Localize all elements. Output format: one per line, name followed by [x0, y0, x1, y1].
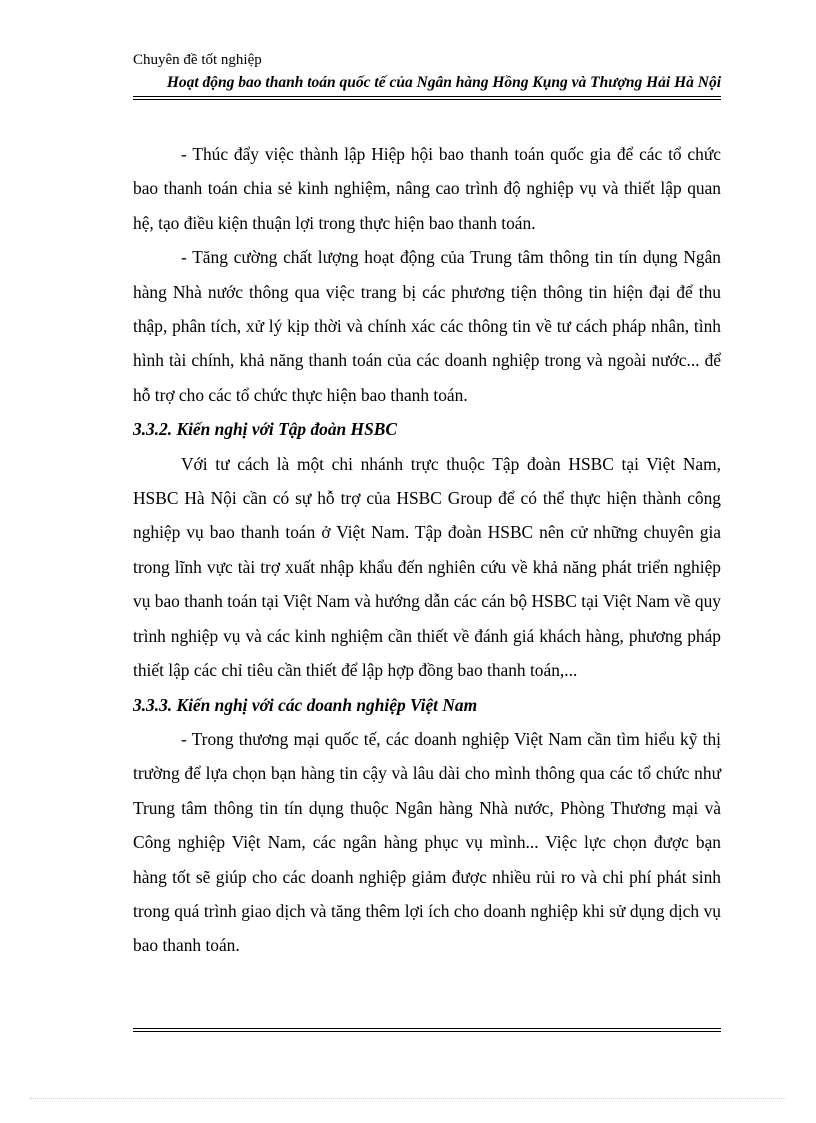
document-body: [133, 137, 721, 963]
page-bottom-edge: [30, 1098, 786, 1099]
paragraph-hsbc: Với tư cách là một chi nhánh trực thuộc Tập đoàn HSBC tại Việt Nam, HSBC Hà Nội cần có sự hỗ trợ của HSBC Group để có thể thực hiện thành công nghiệp vụ bao thanh toán ở Việt Nam. Tập đoàn HSBC nên cử những chuyên gia trong lĩnh vực tài trợ xuất nhập khẩu đến nghiên cứu về khả năng phát triển nghiệp vụ bao thanh toán tại Việt Nam và hướng dẫn các cán bộ HSBC tại Việt Nam về quy trình nghiệp vụ và các kinh nghiệm cần thiết về đánh giá khách hàng, phương pháp thiết lập các chỉ tiêu cần thiết để lập hợp đồng bao thanh toán,...: [133, 453, 721, 681]
section-heading-enterprises: 3.3.3. Kiến nghị với các doanh nghiệp Việt Nam: [133, 694, 478, 715]
paragraph-enterprises: - Trong thương mại quốc tế, các doanh nghiệp Việt Nam cần tìm hiểu kỹ thị trường để lựa chọn bạn hàng tin cậy và lâu dài cho mình thông qua các tổ chức như Trung tâm thông tin tín dụng thuộc Ngân hàng Nhà nước, Phòng Thương mại và Công nghiệp Việt Nam, các ngân hàng phục vụ mình... Việc lực chọn được bạn hàng tốt sẽ giúp cho các doanh nghiệp giảm được nhiều rủi ro và chi phí phát sinh trong quá trình giao dịch và tăng thêm lợi ích cho doanh nghiệp khi sử dụng dịch vụ bao thanh toán.: [133, 728, 721, 956]
page-header: [133, 50, 721, 100]
header-title: Hoạt động bao thanh toán quốc tế của Ngân hàng Hồng Kụng và Thượng Hải Hà Nội: [166, 74, 721, 91]
footer-divider: [133, 1028, 721, 1032]
section-heading-hsbc: 3.3.2. Kiến nghị với Tập đoàn HSBC: [133, 419, 397, 440]
header-label: Chuyên đề tốt nghiệp: [133, 52, 262, 68]
paragraph-credit-center: - Tăng cường chất lượng hoạt động của Trung tâm thông tin tín dụng Ngân hàng Nhà nước thông qua việc trang bị các phương tiện thông tin hiện đại để thu thập, phân tích, xử lý kịp thời và chính xác các thông tin về tư cách pháp nhân, tình hình tài chính, khả năng thanh toán của các doanh nghiệp trong và ngoài nước... để hỗ trợ cho các tổ chức thực hiện bao thanh toán.: [133, 247, 721, 405]
header-divider: [133, 96, 721, 100]
paragraph-association: - Thúc đẩy việc thành lập Hiệp hội bao thanh toán quốc gia để các tổ chức bao thanh toán chia sẻ kinh nghiệm, nâng cao trình độ nghiệp vụ và thiết lập quan hệ, tạo điều kiện thuận lợi trong thực hiện bao thanh toán.: [133, 144, 721, 233]
